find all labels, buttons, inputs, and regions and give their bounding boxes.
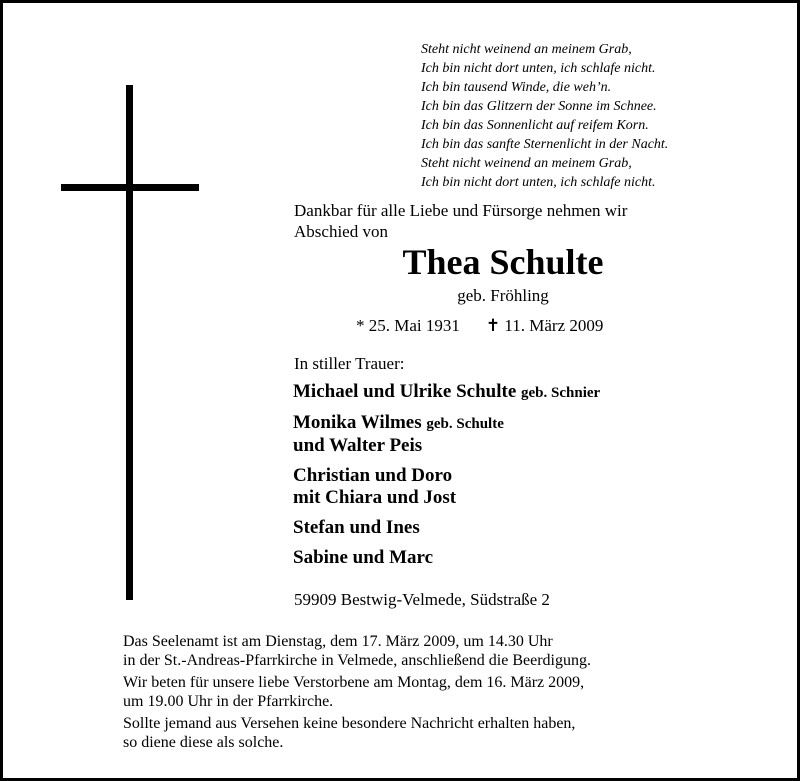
notice-line: Wir beten für unsere liebe Verstorbene am Montag, dem 16. März 2009, bbox=[123, 674, 585, 691]
notice-line: so diene diese als solche. bbox=[123, 734, 284, 751]
maiden-name: geb. Fröhling bbox=[457, 286, 549, 305]
poem-line: Ich bin tausend Winde, die weh’n. bbox=[421, 80, 612, 95]
poem bbox=[421, 40, 668, 192]
mourner-entry bbox=[293, 412, 600, 457]
notice-line: Das Seelenamt ist am Dienstag, dem 17. März 2009, um 14.30 Uhr bbox=[123, 633, 553, 650]
poem-line: Ich bin das Sonnenlicht auf reifem Korn. bbox=[421, 118, 649, 133]
cross-icon-horizontal-beam bbox=[61, 184, 199, 191]
life-dates bbox=[356, 315, 603, 337]
mourner-note: geb. Schulte bbox=[426, 416, 504, 432]
mourner-name: Monika Wilmes bbox=[293, 412, 422, 433]
intro-line-1: Dankbar für alle Liebe und Fürsorge nehmen wir bbox=[294, 201, 628, 220]
mourner-name: Sabine und Marc bbox=[293, 547, 434, 568]
birth-date: * 25. Mai 1931 bbox=[356, 316, 460, 335]
address: 59909 Bestwig-Velmede, Südstraße 2 bbox=[294, 590, 550, 609]
mourner-name: und Walter Peis bbox=[293, 435, 423, 456]
deceased-name: Thea Schulte bbox=[402, 242, 604, 282]
poem-line: Ich bin nicht dort unten, ich schlafe nicht. bbox=[421, 175, 656, 190]
notice-line: um 19.00 Uhr in der Pfarrkirche. bbox=[123, 693, 334, 710]
poem-line: Ich bin das Glitzern der Sonne im Schnee. bbox=[421, 99, 657, 114]
mourner-entry bbox=[293, 465, 600, 509]
poem-line: Ich bin das sanfte Sternenlicht in der Nacht. bbox=[421, 137, 669, 152]
mourners-list bbox=[293, 381, 600, 577]
mourner-name: Christian und Doro bbox=[293, 465, 453, 486]
notice-line: in der St.-Andreas-Pfarrkirche in Velmede, anschließend die Beerdigung. bbox=[123, 652, 591, 669]
mourner-entry bbox=[293, 381, 600, 404]
death-date: ✝ 11. März 2009 bbox=[485, 316, 604, 335]
mourner-name: mit Chiara und Jost bbox=[293, 487, 457, 508]
notice-line: Sollte jemand aus Versehen keine besondere Nachricht erhalten haben, bbox=[123, 715, 576, 732]
notice-paragraph bbox=[123, 632, 591, 670]
mourner-note: geb. Schnier bbox=[521, 385, 601, 401]
poem-line: Steht nicht weinend an meinem Grab, bbox=[421, 156, 632, 171]
service-notice bbox=[123, 632, 591, 755]
poem-line: Steht nicht weinend an meinem Grab, bbox=[421, 42, 632, 57]
mourner-name: Stefan und Ines bbox=[293, 517, 420, 538]
mourner-name: Michael und Ulrike Schulte bbox=[293, 381, 517, 402]
mourner-entry bbox=[293, 517, 600, 539]
notice-paragraph bbox=[123, 673, 591, 711]
mourning-label: In stiller Trauer: bbox=[294, 354, 405, 373]
cross-icon-vertical-beam bbox=[126, 85, 133, 600]
intro-text bbox=[294, 200, 714, 242]
intro-line-2: Abschied von bbox=[294, 222, 388, 241]
mourner-entry bbox=[293, 547, 600, 569]
poem-line: Ich bin nicht dort unten, ich schlafe nicht. bbox=[421, 61, 656, 76]
notice-paragraph bbox=[123, 714, 591, 752]
